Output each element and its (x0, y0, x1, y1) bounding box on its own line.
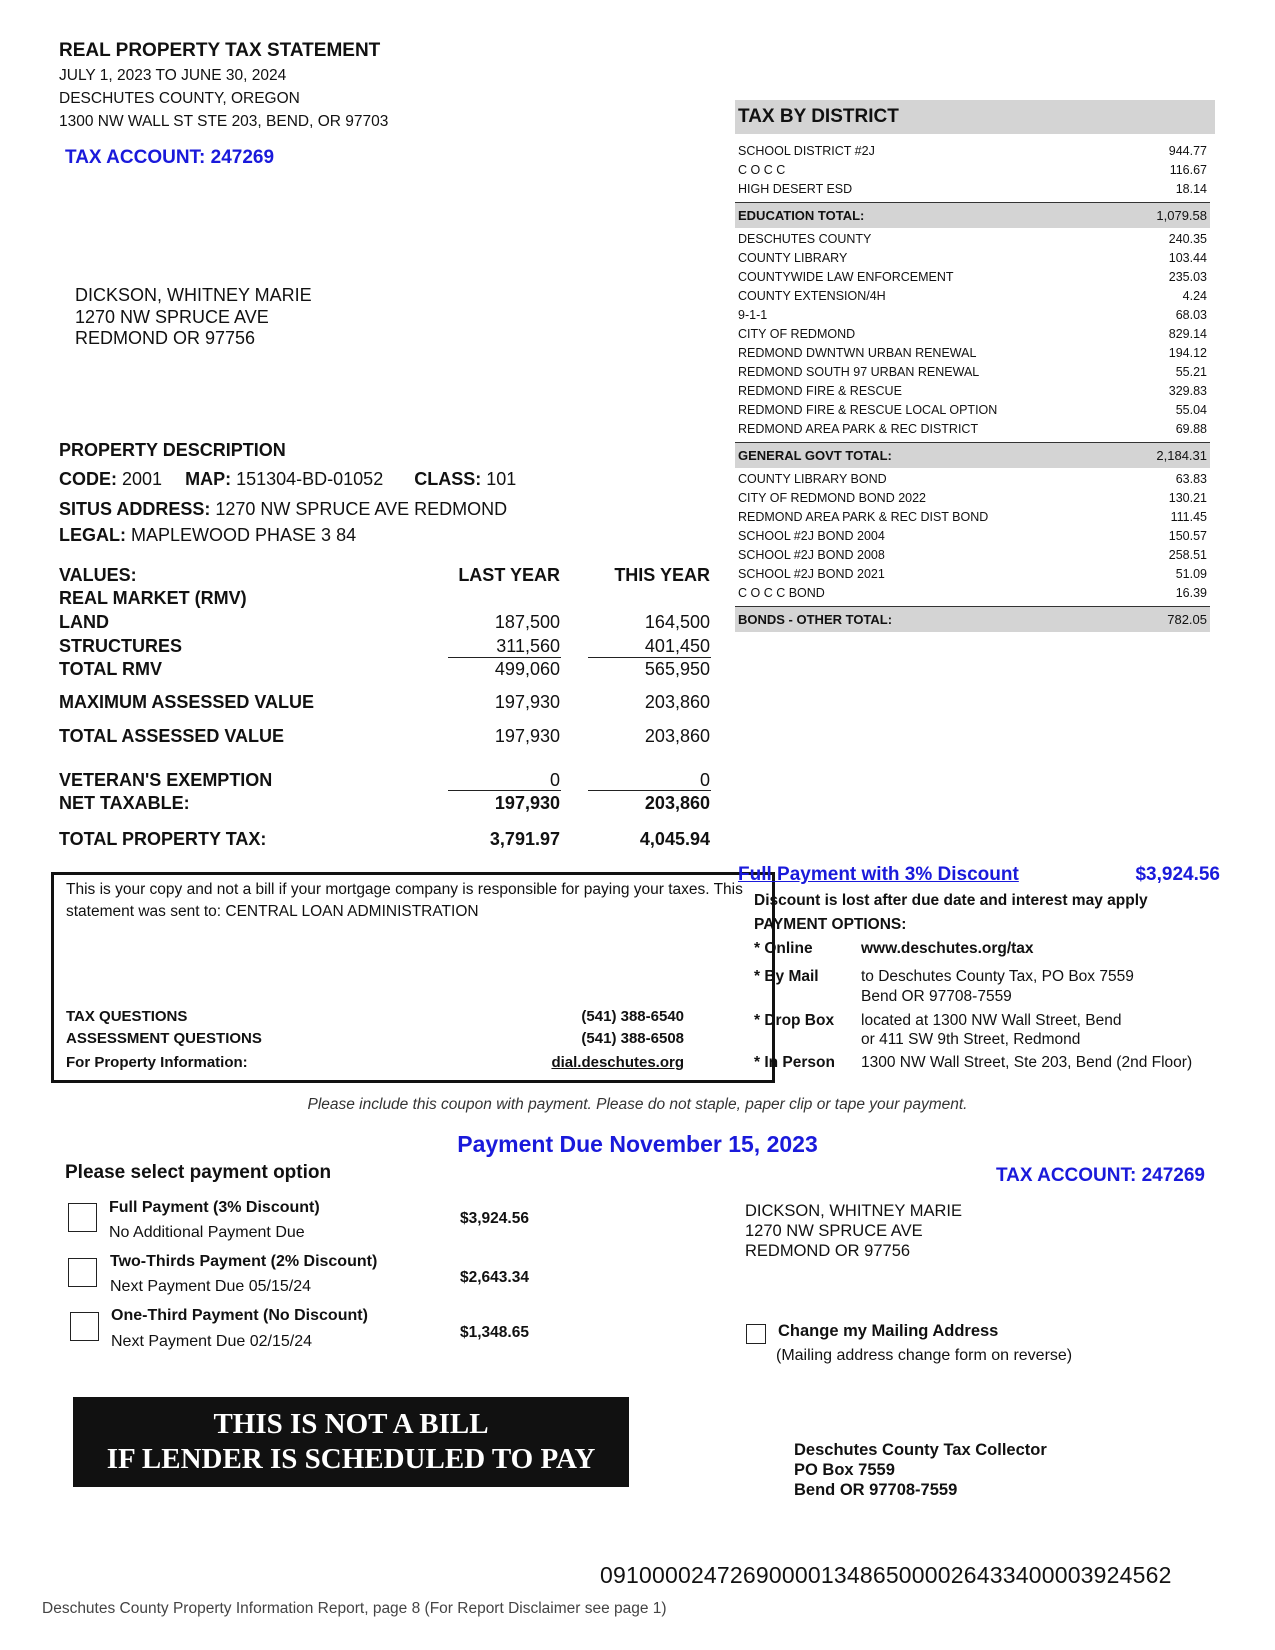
district-name: COUNTY EXTENSION/4H (738, 289, 886, 303)
district-amount: 944.77 (1168, 144, 1207, 158)
mav-this: 203,860 (644, 692, 710, 712)
situs-address: SITUS ADDRESS: 1270 NW SPRUCE AVE REDMOND (59, 499, 508, 519)
owner-city: REDMOND OR 97756 (75, 328, 256, 348)
district-name: COUNTY LIBRARY BOND (738, 472, 887, 486)
district-amount: 235.03 (1168, 270, 1207, 284)
one-third-option-amount: $1,348.65 (460, 1324, 529, 1341)
coupon-owner-city: REDMOND OR 97756 (745, 1242, 911, 1260)
net-underline-this (588, 790, 711, 791)
district-row (735, 420, 1210, 439)
veteran-exemption-this: 0 (699, 770, 710, 790)
district-total-amount: 1,079.58 (1156, 208, 1207, 223)
district-name: SCHOOL #2J BOND 2004 (738, 529, 885, 543)
scan-line: 09100002472690000134865000026433400003924562 (600, 1562, 1172, 1588)
district-amount: 150.57 (1168, 529, 1207, 543)
legal-description: LEGAL: MAPLEWOOD PHASE 3 84 (59, 525, 357, 545)
district-amount: 16.39 (1175, 586, 1207, 600)
two-thirds-option-note: Next Payment Due 05/15/24 (110, 1278, 312, 1295)
not-a-bill-line-1: THIS IS NOT A BILL (213, 1408, 489, 1440)
tax-period: JULY 1, 2023 TO JUNE 30, 2024 (59, 67, 287, 84)
tax-by-district-header: TAX BY DISTRICT (735, 100, 1215, 134)
veteran-exemption-label: VETERAN'S EXEMPTION (59, 770, 273, 790)
mail-line-2: Bend OR 97708-7559 (861, 988, 1012, 1005)
district-name: SCHOOL #2J BOND 2008 (738, 548, 885, 562)
drop-box-line-2: or 411 SW 9th Street, Redmond (861, 1031, 1081, 1048)
land-this: 164,500 (644, 612, 710, 632)
district-name: SCHOOL DISTRICT #2J (738, 144, 875, 158)
tax-questions-label: TAX QUESTIONS (66, 1008, 188, 1025)
general-govt-total-row (735, 442, 1210, 468)
rmv-underline-last (448, 657, 561, 658)
district-row (735, 401, 1210, 420)
land-last: 187,500 (494, 612, 560, 632)
full-payment-option-amount: $3,924.56 (460, 1210, 529, 1227)
online-label: * Online (754, 940, 813, 957)
district-name: REDMOND AREA PARK & REC DIST BOND (738, 510, 989, 524)
district-name: REDMOND AREA PARK & REC DISTRICT (738, 422, 979, 436)
district-name: DESCHUTES COUNTY (738, 232, 872, 246)
district-row (735, 565, 1210, 584)
rmv-underline-this (588, 657, 711, 658)
district-amount: 18.14 (1175, 182, 1207, 196)
county-name: DESCHUTES COUNTY, OREGON (59, 90, 300, 107)
mav-label: MAXIMUM ASSESSED VALUE (59, 692, 315, 712)
values-label: VALUES: (59, 565, 137, 585)
rmv-label: REAL MARKET (RMV) (59, 588, 247, 608)
county-address: 1300 NW WALL ST STE 203, BEND, OR 97703 (59, 113, 389, 130)
district-row (735, 325, 1210, 344)
total-tax-label: TOTAL PROPERTY TAX: (59, 829, 267, 849)
total-tax-this: 4,045.94 (639, 829, 710, 849)
two-thirds-option-title: Two-Thirds Payment (2% Discount) (110, 1253, 378, 1270)
this-year-header: THIS YEAR (614, 565, 710, 585)
property-class: 101 (486, 469, 517, 489)
net-taxable-last: 197,930 (494, 793, 560, 813)
property-info-label: For Property Information: (66, 1054, 248, 1071)
district-amount: 4.24 (1182, 289, 1207, 303)
structures-last: 311,560 (496, 636, 560, 656)
payment-due-date: Payment Due November 15, 2023 (457, 1131, 818, 1157)
in-person-label: * In Person (754, 1054, 835, 1071)
tav-this: 203,860 (644, 726, 710, 746)
owner-address (75, 285, 312, 350)
structures-label: STRUCTURES (59, 636, 183, 656)
online-url[interactable]: www.deschutes.org/tax (861, 940, 1034, 957)
district-amount: 130.21 (1168, 491, 1207, 505)
select-payment-label: Please select payment option (65, 1162, 332, 1183)
tax-account: TAX ACCOUNT: 247269 (65, 147, 275, 168)
district-amount: 829.14 (1168, 327, 1207, 341)
mail-line-1: to Deschutes County Tax, PO Box 7559 (861, 968, 1134, 985)
property-code: 2001 (122, 469, 163, 489)
not-a-bill-notice-box (51, 872, 775, 1083)
full-payment-amount: $3,924.56 (1135, 864, 1220, 885)
in-person-address: 1300 NW Wall Street, Ste 203, Bend (2nd Floor) (861, 1054, 1193, 1071)
district-amount: 68.03 (1175, 308, 1207, 322)
district-row (735, 470, 1210, 489)
district-amount: 103.44 (1168, 251, 1207, 265)
coupon-owner-name: DICKSON, WHITNEY MARIE (745, 1202, 962, 1220)
statement-title: REAL PROPERTY TAX STATEMENT (59, 40, 381, 61)
district-row (735, 249, 1210, 268)
district-row (735, 584, 1210, 603)
district-total-amount: 782.05 (1167, 612, 1207, 627)
not-a-bill-line-2: IF LENDER IS SCHEDULED TO PAY (106, 1443, 596, 1475)
district-amount: 63.83 (1175, 472, 1207, 486)
net-taxable-label: NET TAXABLE: (59, 793, 190, 813)
discount-note: Discount is lost after due date and interest may apply (754, 892, 1148, 909)
district-amount: 329.83 (1168, 384, 1207, 398)
mail-label: * By Mail (754, 968, 819, 985)
district-name: C O C C BOND (738, 586, 825, 600)
total-tax-last: 3,791.97 (489, 829, 560, 849)
district-row (735, 161, 1210, 180)
drop-box-line-1: located at 1300 NW Wall Street, Bend (861, 1012, 1122, 1029)
district-amount: 55.21 (1175, 365, 1207, 379)
change-address-label: Change my Mailing Address (778, 1322, 999, 1340)
district-total-amount: 2,184.31 (1156, 448, 1207, 463)
district-row (735, 287, 1210, 306)
property-info-link[interactable]: dial.deschutes.org (551, 1054, 684, 1071)
mortgage-copy-notice: This is your copy and not a bill if your mortgage company is responsible for paying your taxes. This statement was sent to: CENTRAL LOAN ADMINISTRATION (66, 881, 743, 920)
district-amount: 240.35 (1168, 232, 1207, 246)
land-label: LAND (59, 612, 109, 632)
district-amount: 55.04 (1175, 403, 1207, 417)
full-payment-discount-link[interactable]: Full Payment with 3% Discount (738, 864, 1019, 885)
structures-this: 401,450 (644, 636, 710, 656)
district-row (735, 180, 1210, 199)
net-underline-last (448, 790, 561, 791)
one-third-option-title: One-Third Payment (No Discount) (111, 1307, 368, 1324)
full-payment-option-note: No Additional Payment Due (109, 1224, 305, 1241)
district-name: 9-1-1 (738, 308, 768, 322)
owner-name: DICKSON, WHITNEY MARIE (75, 285, 312, 305)
two-thirds-option-amount: $2,643.34 (460, 1269, 529, 1286)
district-name: REDMOND FIRE & RESCUE LOCAL OPTION (738, 403, 998, 417)
district-total-label: BONDS - OTHER TOTAL: (738, 612, 893, 627)
tav-last: 197,930 (494, 726, 560, 746)
education-total-row (735, 202, 1210, 228)
mav-last: 197,930 (494, 692, 560, 712)
tav-label: TOTAL ASSESSED VALUE (59, 726, 285, 746)
veteran-exemption-last: 0 (549, 770, 560, 790)
bonds-total-row (735, 606, 1210, 632)
district-row (735, 382, 1210, 401)
district-row (735, 527, 1210, 546)
full-payment-checkbox[interactable] (68, 1203, 97, 1232)
change-address-checkbox[interactable] (746, 1324, 766, 1344)
one-third-payment-checkbox[interactable] (70, 1312, 99, 1341)
district-name: REDMOND SOUTH 97 URBAN RENEWAL (738, 365, 980, 379)
tax-questions-phone: (541) 388-6540 (581, 1008, 684, 1025)
last-year-header: LAST YEAR (458, 565, 560, 585)
drop-box-label: * Drop Box (754, 1012, 835, 1029)
district-total-label: GENERAL GOVT TOTAL: (738, 448, 892, 463)
district-name: CITY OF REDMOND (738, 327, 856, 341)
coupon-owner-address (745, 1201, 962, 1261)
tax-collector-address: Deschutes County Tax Collector PO Box 7559 Bend OR 97708-7559 (794, 1441, 1047, 1499)
district-amount: 116.67 (1169, 163, 1207, 177)
district-row (735, 268, 1210, 287)
district-row (735, 489, 1210, 508)
not-a-bill-banner (73, 1397, 629, 1487)
one-third-option-note: Next Payment Due 02/15/24 (111, 1333, 313, 1350)
owner-street: 1270 NW SPRUCE AVE (75, 306, 269, 327)
net-taxable-this: 203,860 (644, 793, 710, 813)
district-row (735, 508, 1210, 527)
total-rmv-last: 499,060 (494, 659, 560, 679)
two-thirds-payment-checkbox[interactable] (68, 1258, 97, 1287)
district-row (735, 546, 1210, 565)
total-rmv-this: 565,950 (644, 659, 710, 679)
district-name: REDMOND DWNTWN URBAN RENEWAL (738, 346, 977, 360)
district-row (735, 363, 1210, 382)
district-amount: 194.12 (1168, 346, 1207, 360)
coupon-note: Please include this coupon with payment. Please do not staple, paper clip or tape your payment. (307, 1096, 968, 1113)
district-row (735, 230, 1210, 249)
payment-options-title: PAYMENT OPTIONS: (754, 916, 907, 933)
district-row (735, 306, 1210, 325)
district-name: CITY OF REDMOND BOND 2022 (738, 491, 927, 505)
district-row (735, 344, 1210, 363)
footer-text: Deschutes County Property Information Report, page 8 (For Report Disclaimer see page 1) (42, 1600, 667, 1617)
total-rmv-label: TOTAL RMV (59, 659, 162, 679)
district-amount: 111.45 (1170, 510, 1207, 524)
district-name: REDMOND FIRE & RESCUE (738, 384, 902, 398)
district-name: SCHOOL #2J BOND 2021 (738, 567, 885, 581)
district-row (735, 142, 1210, 161)
district-name: COUNTYWIDE LAW ENFORCEMENT (738, 270, 954, 284)
district-name: COUNTY LIBRARY (738, 251, 848, 265)
coupon-tax-account: TAX ACCOUNT: 247269 (995, 1165, 1205, 1186)
assessment-questions-phone: (541) 388-6508 (581, 1030, 684, 1047)
change-address-note: (Mailing address change form on reverse) (776, 1347, 1073, 1364)
district-name: C O C C (738, 163, 786, 177)
coupon-owner-street: 1270 NW SPRUCE AVE (745, 1222, 923, 1240)
property-map: 151304-BD-01052 (236, 469, 384, 489)
property-codes: CODE: 2001 MAP: 151304-BD-01052 CLASS: 101 (59, 469, 517, 489)
district-amount: 51.09 (1175, 567, 1207, 581)
full-payment-option-title: Full Payment (3% Discount) (109, 1199, 320, 1216)
assessment-questions-label: ASSESSMENT QUESTIONS (66, 1030, 262, 1047)
property-description-title: PROPERTY DESCRIPTION (59, 440, 286, 460)
district-amount: 69.88 (1175, 422, 1207, 436)
district-total-label: EDUCATION TOTAL: (738, 208, 865, 223)
district-amount: 258.51 (1168, 548, 1207, 562)
district-name: HIGH DESERT ESD (738, 182, 853, 196)
